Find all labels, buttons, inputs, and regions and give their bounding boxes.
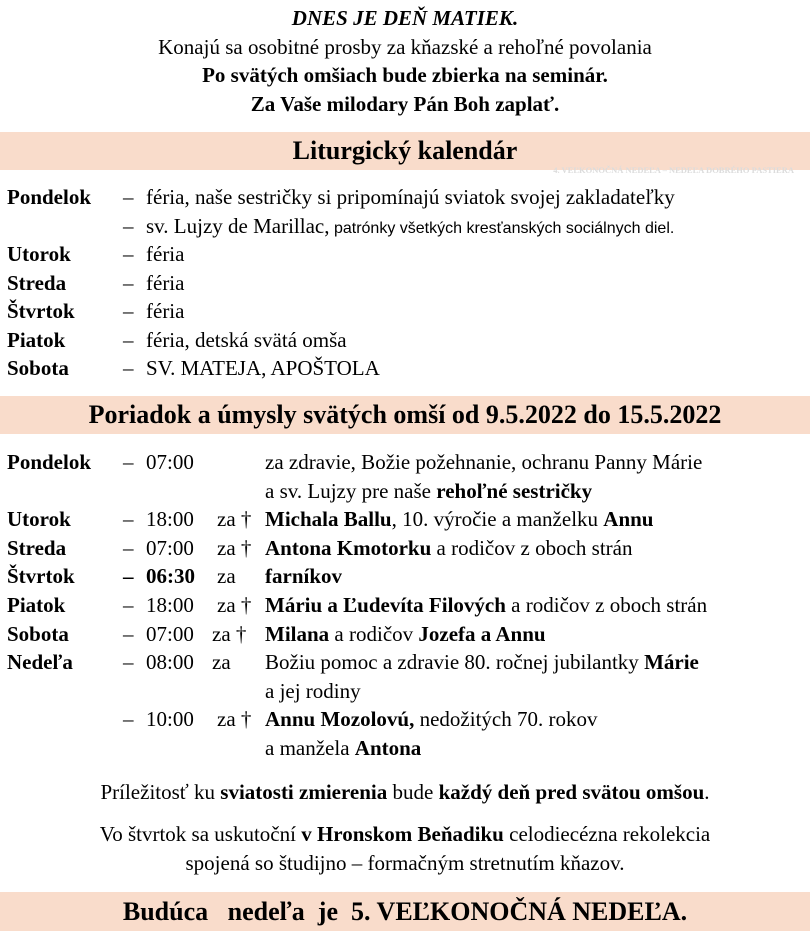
dash: – [123,650,134,675]
thanks-text: Za Vaše milodary Pán Boh zaplať. [250,91,560,116]
mass-za: za † [217,707,252,732]
calendar-text: SV. MATEJA, APOŠTOLA [146,356,380,380]
dash: – [123,299,134,323]
mass-intention: za zdravie, Božie požehnanie, ochranu Panny Márie [265,450,703,474]
calendar-text: féria [146,299,185,323]
dash: – [123,242,134,266]
dash: – [123,592,134,617]
dash: – [123,356,134,380]
mass-row [7,620,807,649]
calendar-day: Streda [7,270,67,295]
calendar-day: Pondelok [7,185,92,209]
mass-za: za [217,564,236,589]
mass-time: 06:30 [146,564,195,589]
mass-row [7,534,807,563]
calendar-row [7,354,807,383]
mass-row [7,734,807,763]
collection-text: Po svätých omšiach bude zbierka na seminár. [202,63,608,87]
mothers-day-heading: DNES JE DEŇ MATIEK. [291,6,519,30]
dash: – [123,621,134,646]
dash: – [123,507,134,532]
mass-intention: Annu Mozolovú, nedožitých 70. rokov [265,707,598,732]
mass-row [7,591,807,620]
dash: – [123,450,134,474]
mass-row [7,562,807,591]
mass-time: 08:00 [146,650,194,675]
calendar-text: féria [146,270,185,295]
mass-intention: a sv. Lujzy pre naše rehoľné sestričky [265,478,593,503]
mass-za: za † [217,507,252,532]
mass-row [7,448,807,477]
calendar-day: Piatok [7,327,66,352]
dash: – [123,564,134,589]
mass-za: za † [217,592,252,617]
calendar-day: Štvrtok [7,299,75,323]
mass-intention: Milana a rodičov Jozefa a Annu [265,621,546,646]
calendar-row [7,183,807,212]
calendar-row [7,297,807,326]
mass-day: Piatok [7,592,66,617]
calendar-text: féria [146,242,185,266]
liturgical-calendar-title: Liturgický kalendár [0,132,810,170]
calendar-day: Utorok [7,242,71,266]
dash: – [123,707,134,732]
liturgical-calendar [7,183,807,383]
mass-time: 10:00 [146,707,194,732]
calendar-day: Sobota [7,356,69,380]
mass-intention: a manžela Antona [265,735,422,760]
announcement-intro [0,4,810,118]
mass-intention: Božiu pomoc a zdravie 80. ročnej jubilantky Márie [265,650,699,675]
calendar-text: sv. Lujzy de Marillac, patrónky všetkých kresťanských sociálnych diel. [146,213,675,238]
calendar-row [7,212,807,241]
dash: – [123,270,134,295]
mass-za: za † [217,535,252,560]
mass-intention: a jej rodiny [265,678,361,703]
mass-day: Sobota [7,621,69,646]
mass-schedule [7,448,807,763]
mass-row [7,477,807,506]
calendar-row [7,269,807,298]
mass-day: Utorok [7,507,71,532]
calendar-row [7,240,807,269]
calendar-text: féria, naše sestričky si pripomínajú sviatok svojej zakladateľky [146,185,675,209]
dash: – [123,535,134,560]
mass-row [7,677,807,706]
mass-za: za † [212,621,247,646]
dash: – [123,213,134,238]
recollection-note: Vo štvrtok sa uskutoční v Hronskom Beňadiku celodiecézna rekolekcia spojená so študijno – formačným stretnutím kňazov. [99,822,711,875]
mass-za: za [212,650,231,675]
mass-day: Štvrtok [7,564,75,589]
mass-time: 18:00 [146,507,194,532]
mass-time: 07:00 [146,621,194,646]
mass-day: Streda [7,535,67,560]
mass-time: 07:00 [146,535,194,560]
mass-intention: Antona Kmotorku a rodičov z oboch strán [265,535,633,560]
next-sunday-banner: Budúca nedeľa je 5. VEĽKONOČNÁ NEDEĽA. [0,892,810,931]
mass-row [7,648,807,677]
mass-row [7,505,807,534]
mass-row [7,705,807,734]
sunday-watermark: 4. VEĽKONOČNÁ NEDEĽA – NEDEĽA DOBRÉHO PASTIERA [553,165,794,175]
calendar-row [7,326,807,355]
mass-day: Pondelok [7,450,92,474]
confession-note: Príležitosť ku sviatosti zmierenia bude každý deň pred svätou omšou. [100,780,710,804]
mass-time: 18:00 [146,592,194,617]
mass-schedule-title: Poriadok a úmysly svätých omší od 9.5.2022 do 15.5.2022 [0,396,810,434]
mass-day: Nedeľa [7,650,73,675]
mass-intention: Máriu a Ľudevíta Filových a rodičov z oboch strán [265,592,708,617]
mass-intention: Michala Ballu, 10. výročie a manželku Annu [265,507,654,532]
dash: – [123,327,134,352]
vocation-prayers-text: Konajú sa osobitné prosby za kňazské a rehoľné povolania [158,34,652,59]
mass-time: 07:00 [146,450,194,474]
calendar-text: féria, detská svätá omša [146,327,347,352]
dash: – [123,185,134,209]
mass-intention: farníkov [265,564,343,589]
